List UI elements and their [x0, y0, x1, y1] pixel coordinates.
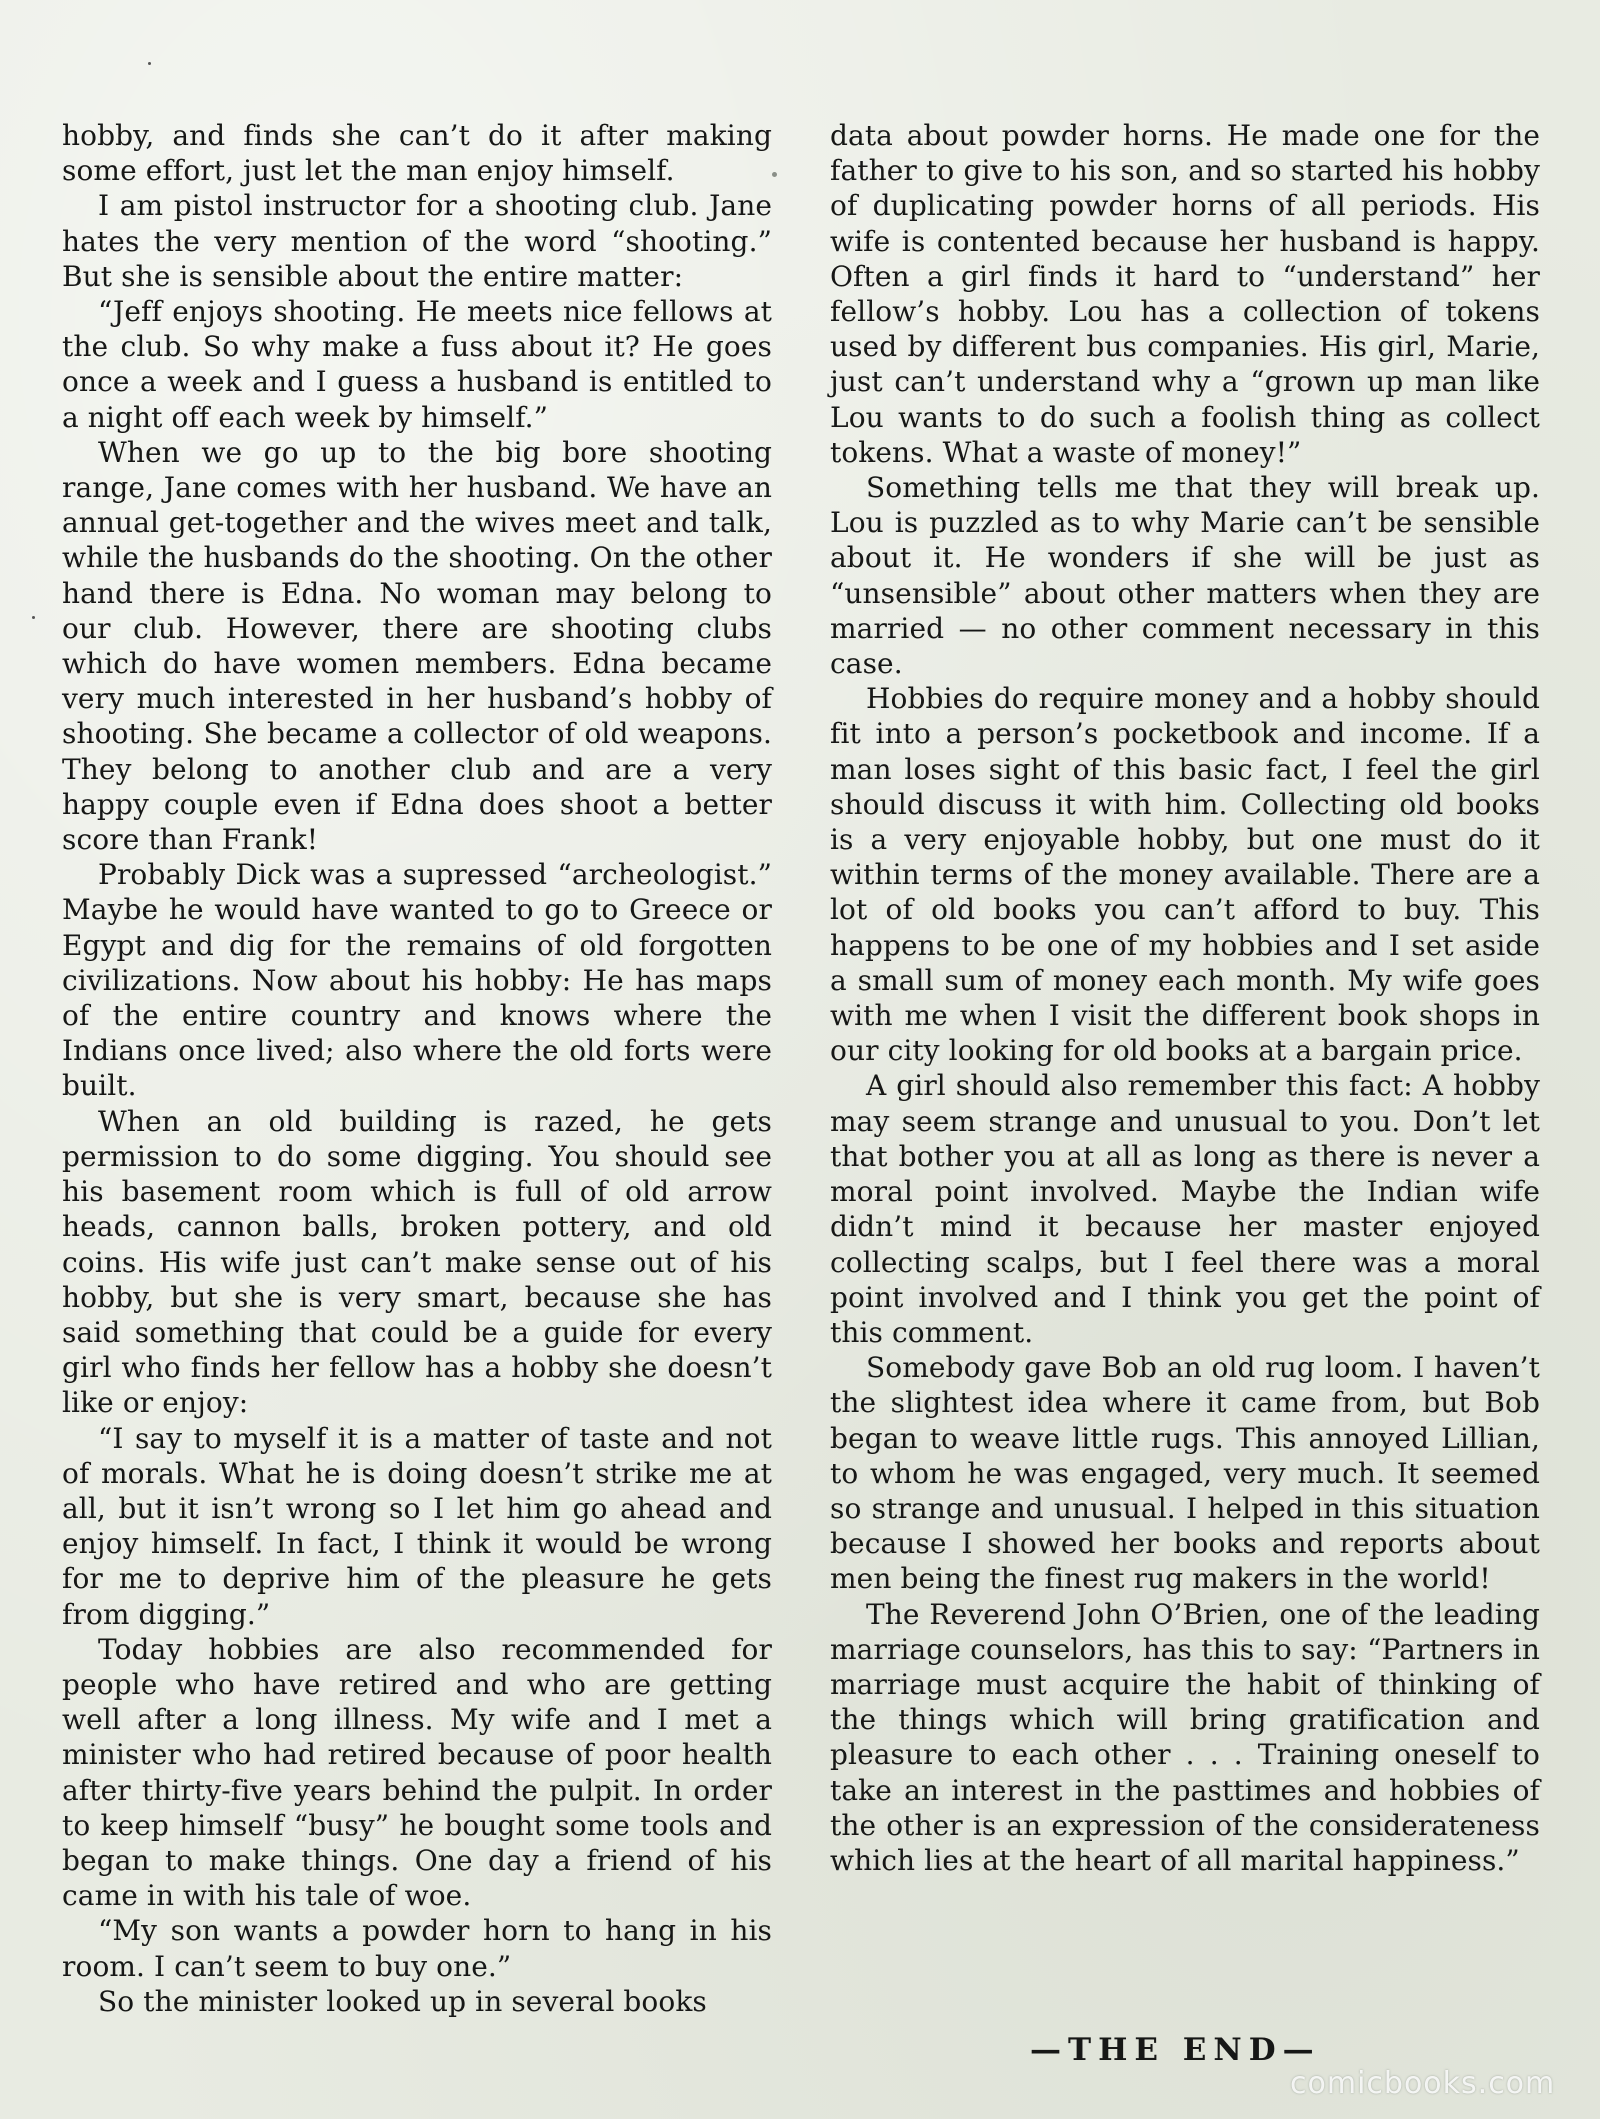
- paragraph: hobby, and finds she can’t do it after making some effort, just let the man enjoy himself.: [62, 119, 772, 188]
- right-column: [830, 118, 1540, 1878]
- the-end-marker: —THE END—: [1030, 2032, 1321, 2068]
- paragraph: When an old building is razed, he gets permission to do some digging. You should see his basement room which is full of old arrow heads, cannon balls, broken pottery, and old coins. His wife just can’t make sense out of his hobby, but she is very smart, because she has said something that could be a guide for every girl who finds her fellow has a hobby she doesn’t like or enjoy:: [62, 1104, 772, 1420]
- paragraph: The Reverend John O’Brien, one of the leading marriage counselors, has this to say: “Partners in marriage must acquire the habit of thinking of the things which will bring gratification and pleasure to each other . . . Training oneself to take an interest in the pasttimes and hobbies of the other is an expression of the considerateness which lies at the heart of all marital happiness.”: [830, 1597, 1540, 1877]
- print-speck: [32, 616, 35, 619]
- print-speck: [772, 172, 777, 177]
- paragraph: “Jeff enjoys shooting. He meets nice fellows at the club. So why make a fuss about it? He goes once a week and I guess a husband is entitled to a night off each week by himself.”: [62, 295, 772, 434]
- paragraph: “My son wants a powder horn to hang in his room. I can’t seem to buy one.”: [62, 1914, 772, 1983]
- paragraph: So the minister looked up in several books: [98, 1984, 707, 2018]
- watermark: comicbooks.com: [1290, 2066, 1556, 2101]
- paragraph: “I say to myself it is a matter of taste and not of morals. What he is doing doesn’t strike me at all, but it isn’t wrong so I let him go ahead and enjoy himself. In fact, I think it would be wrong for me to deprive him of the pleasure he gets from digging.”: [62, 1421, 772, 1631]
- paragraph: Today hobbies are also recommended for people who have retired and who are getting well after a long illness. My wife and I met a minister who had retired because of poor health after thirty-five years behind the pulpit. In order to keep himself “busy” he bought some tools and began to make things. One day a friend of his came in with his tale of woe.: [62, 1632, 772, 1913]
- paragraph: When we go up to the big bore shooting range, Jane comes with her husband. We have an annual get-together and the wives meet and talk, while the husbands do the shooting. On the other hand there is Edna. No woman may belong to our club. However, there are shooting clubs which do have women members. Edna became very much interested in her husband’s hobby of shooting. She became a collector of old weapons. They belong to another club and are a very happy couple even if Edna does shoot a better score than Frank!: [62, 435, 772, 857]
- paragraph: I am pistol instructor for a shooting club. Jane hates the very mention of the word “shooting.” But she is sensible about the entire matter:: [62, 189, 772, 293]
- paragraph: data about powder horns. He made one for the father to give to his son, and so started his hobby of duplicating powder horns of all periods. His wife is contented because her husband is happy. Often a girl finds it hard to “understand” her fellow’s hobby. Lou has a collection of tokens used by different bus companies. His girl, Marie, just can’t understand why a “grown up man like Lou wants to do such a foolish thing as collect tokens. What a waste of money!”: [830, 119, 1540, 469]
- paragraph: A girl should also remember this fact: A hobby may seem strange and unusual to you. Don’t let that bother you at all as long as there is never a moral point involved. Maybe the Indian wife didn’t mind it because her master enjoyed collecting scalps, but I feel there was a moral point involved and I think you get the point of this comment.: [830, 1069, 1540, 1349]
- paragraph: Hobbies do require money and a hobby should fit into a person’s pocketbook and income. If a man loses sight of this basic fact, I feel the girl should discuss it with him. Collecting old books is a very enjoyable hobby, but one must do it within terms of the money available. There are a lot of old books you can’t afford to buy. This happens to be one of my hobbies and I set aside a small sum of money each month. My wife goes with me when I visit the different book shops in our city looking for old books at a bargain price.: [830, 682, 1540, 1068]
- paragraph: Something tells me that they will break up. Lou is puzzled as to why Marie can’t be sensible about it. He wonders if she will be just as “unsensible” about other matters when they are married — no other comment necessary in this case.: [830, 471, 1540, 681]
- paragraph: Probably Dick was a supressed “archeologist.” Maybe he would have wanted to go to Greece or Egypt and dig for the remains of old forgotten civilizations. Now about his hobby: He has maps of the entire country and knows where the Indians once lived; also where the old forts were built.: [62, 858, 772, 1103]
- print-speck: [148, 62, 151, 65]
- left-column: [62, 118, 772, 2019]
- paragraph: Somebody gave Bob an old rug loom. I haven’t the slightest idea where it came from, but Bob began to weave little rugs. This annoyed Lillian, to whom he was engaged, very much. It seemed so strange and unusual. I helped in this situation because I showed her books and reports about men being the finest rug makers in the world!: [830, 1351, 1540, 1596]
